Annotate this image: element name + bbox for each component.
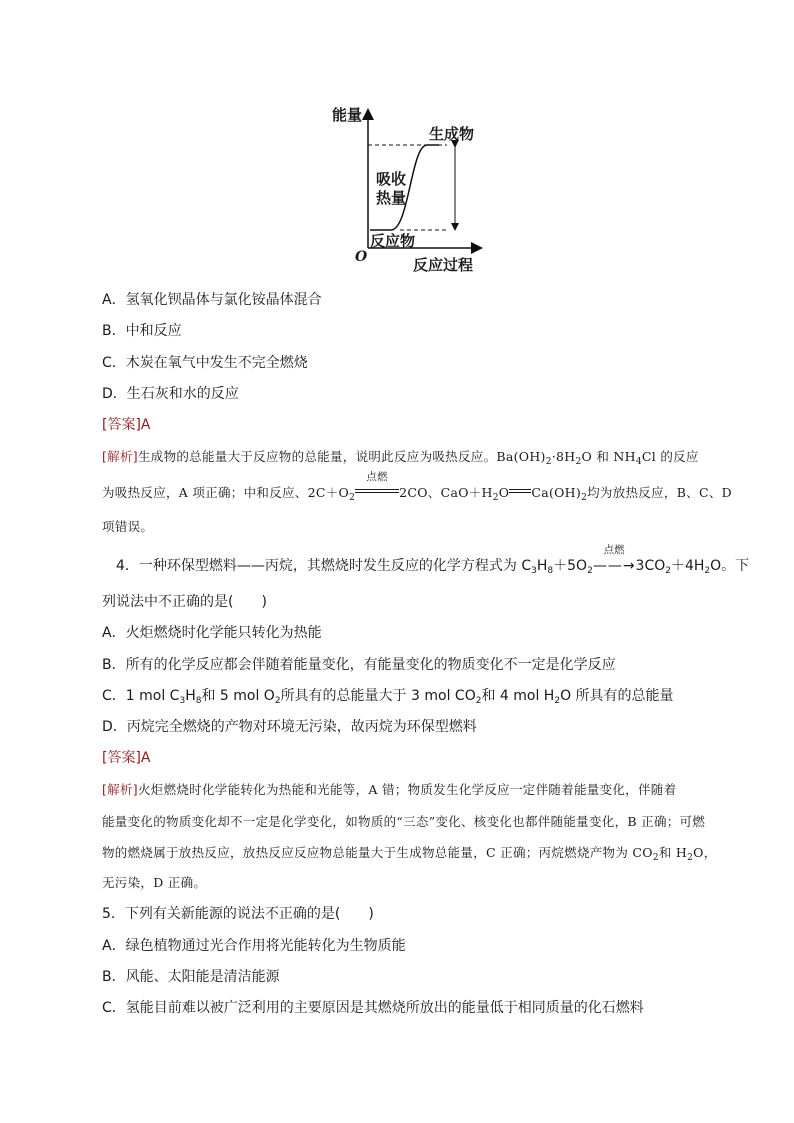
condition-ignite-arrow: 点燃 ——→: [592, 544, 636, 574]
y-axis-label: 能量: [332, 106, 363, 124]
energy-diagram: [325, 100, 485, 275]
absorb-label-2: 热量: [376, 189, 407, 207]
q3-analysis-line-2: 为吸热反应，A 项正确；中和反应、$2C+O_2$ 点燃 2CO、$CaO+H_2O$ $Ca(OH)_2$均为放热反应，B、C、D: [102, 471, 732, 503]
q4-option-b: B．所有的化学反应都会伴随着能量变化，有能量变化的物质变化不一定是化学反应: [102, 657, 616, 673]
q4-analysis-tag: [解析]: [102, 782, 138, 797]
q4-analysis-line-3: 物的燃烧属于放热反应，放热反应反应物总能量大于生成物总能量，C 正确；丙烷燃烧产物为 $CO_2$和 $H_2O$，: [102, 845, 717, 863]
q4-answer: [答案]A: [102, 750, 151, 766]
q4-option-d: D．丙烷完全燃烧的产物对环境无污染，故丙烷为环保型燃料: [102, 719, 477, 735]
q3-option-c: C．木炭在氧气中发生不完全燃烧: [102, 355, 308, 371]
q5-option-b: B．风能、太阳能是清洁能源: [102, 969, 280, 985]
absorb-label-1: 吸收: [376, 170, 407, 188]
q4-stem-line-1: 4．一种环保型燃料——丙烷，其燃烧时发生反应的化学方程式为 $C_3H_8+5O_2$ 点燃 $——\to 3CO_2+4H_2O$。下: [116, 544, 750, 576]
q5-option-c: C．氢能目前难以被广泛利用的主要原因是其燃烧所放出的能量低于相同质量的化石燃料: [102, 1000, 644, 1016]
q4-stem-line-2: 列说法中不正确的是( ): [102, 594, 267, 610]
q5-option-a: A．绿色植物通过光合作用将光能转化为生物质能: [102, 938, 406, 954]
product-label: 生成物: [429, 125, 475, 143]
q3-option-d: D．生石灰和水的反应: [102, 386, 239, 402]
q3-option-b: B．中和反应: [102, 323, 182, 339]
x-axis-label: 反应过程: [413, 256, 474, 274]
q4-option-c: C．1 mol $C_3H_8$和 5 mol $O_2$所具有的总能量大于 3 mol $CO_2$和 4 mol $H_2O$ 所具有的总能量: [102, 688, 674, 706]
q4-analysis-line-2: 能量变化的物质变化却不一定是化学变化，如物质的“三态”变化、核变化也都伴随能量变化，B 正确；可燃: [102, 814, 706, 829]
q3-analysis-line-1: [解析]生成物的总能量大于反应物的总能量，说明此反应为吸热反应。$Ba(OH)_2\cdot 8H_2O$ 和 $NH_4Cl$ 的反应: [102, 449, 699, 467]
q3-answer: [答案]A: [102, 417, 151, 433]
q4-analysis-line-4: 无污染，D 正确。: [102, 875, 207, 890]
q4-option-a: A．火炬燃烧时化学能只转化为热能: [102, 625, 322, 641]
q3-analysis-tag: [解析]: [102, 449, 138, 464]
reactant-label: 反应物: [370, 232, 416, 250]
origin-label: O: [355, 249, 368, 265]
q3-analysis-line-3: 项错误。: [102, 519, 154, 534]
q5-stem: 5．下列有关新能源的说法不正确的是( ): [102, 906, 374, 922]
condition-ignite: 点燃: [355, 484, 399, 502]
q4-analysis-line-1: [解析]火炬燃烧时化学能转化为热能和光能等，A 错；物质发生化学反应一定伴随着能量变化，伴随着: [102, 782, 677, 797]
q3-option-a: A．氢氧化钡晶体与氯化铵晶体混合: [102, 292, 322, 308]
